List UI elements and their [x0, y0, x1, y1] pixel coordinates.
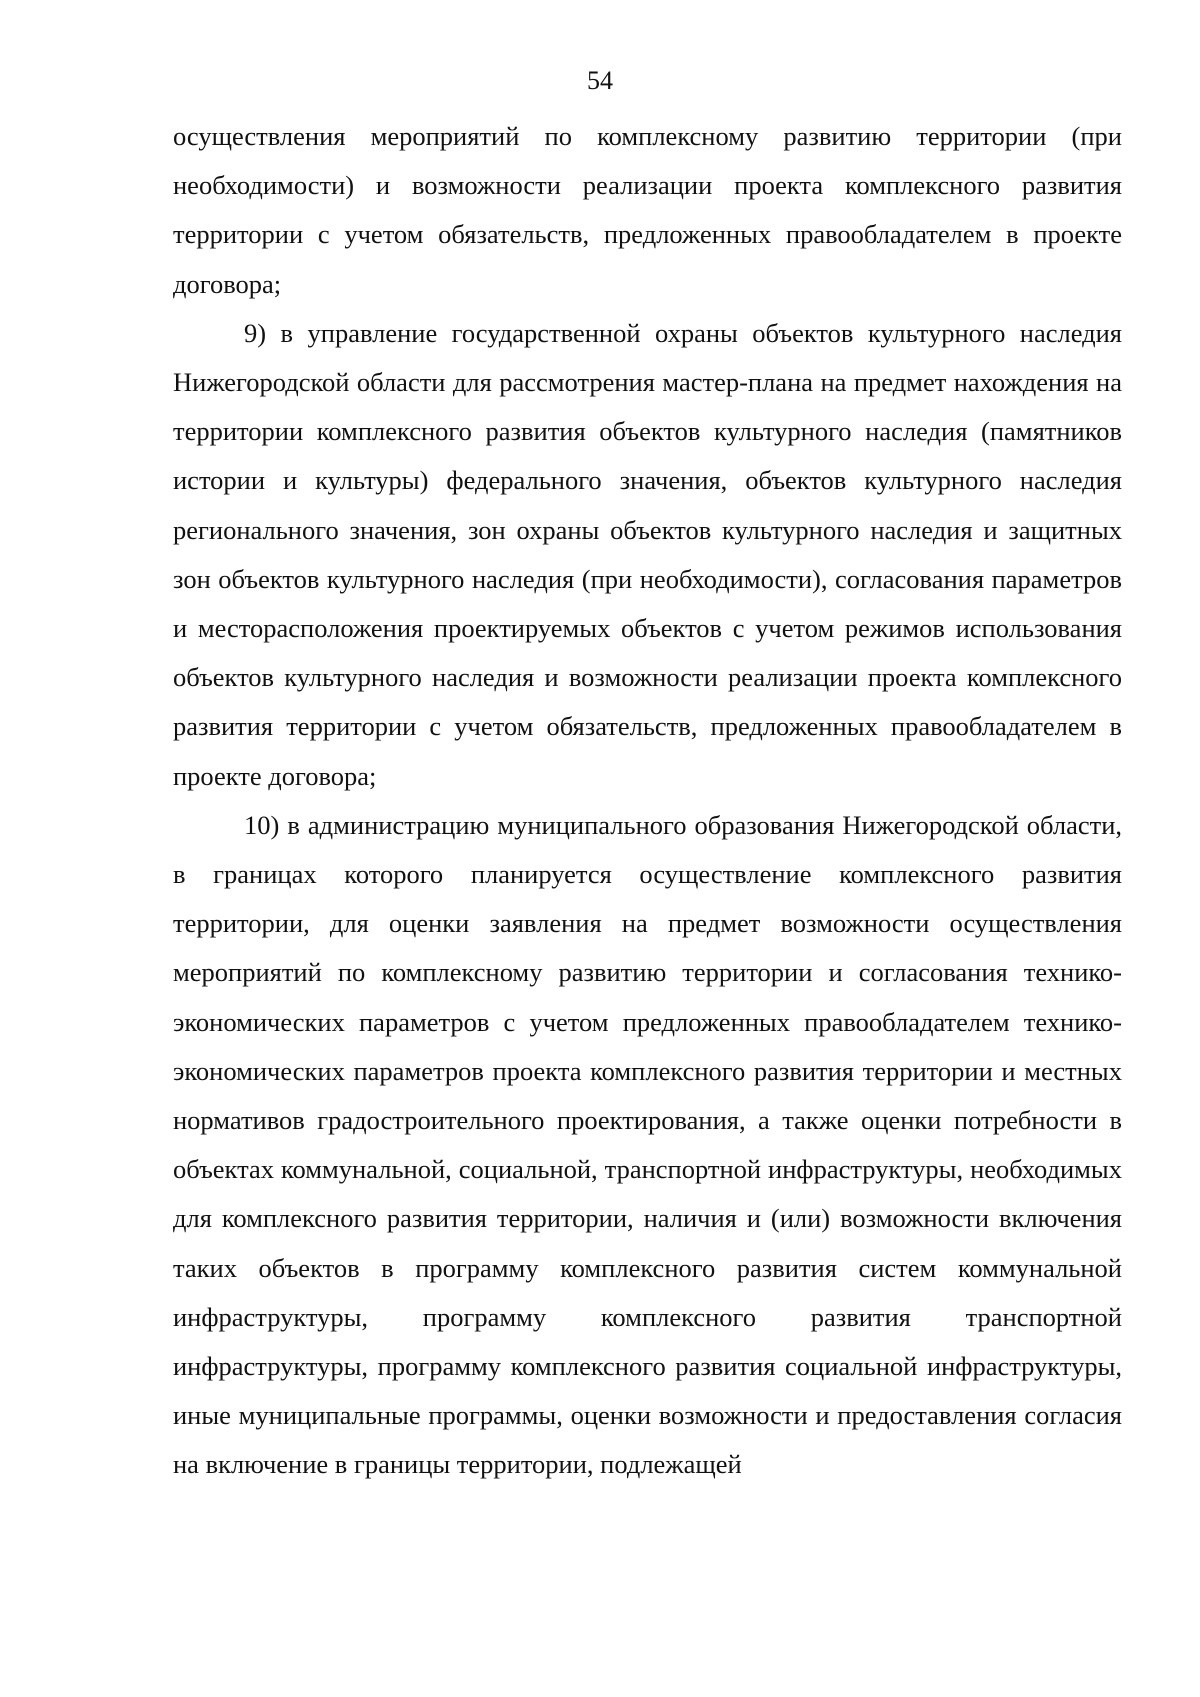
document-body [173, 112, 1122, 1490]
paragraph-continuation: осуществления мероприятий по комплексному развитию территории (при необходимости) и возможности реализации проекта комплексного развития территории с учетом обязательств, предложенных правообладателем в проекте договора; [173, 121, 1122, 299]
page-number: 54 [587, 66, 613, 95]
paragraph-item-10: 10) в администрацию муниципального образования Нижегородской области, в границах которого планируется осуществление комплексного развития территории, для оценки заявления на предмет возможности осуществления мероприятий по комплексному развитию территории и согласования технико-экономических параметров с учетом предложенных правообладателем технико-экономических параметров проекта комплексного развития территории и местных нормативов градостроительного проектирования, а также оценки потребности в объектах коммунальной, социальной, транспортной инфраструктуры, необходимых для комплексного развития территории, наличия и (или) возможности включения таких объектов в программу комплексного развития систем коммунальной инфраструктуры, программу комплексного развития транспортной инфраструктуры, программу комплексного развития социальной инфраструктуры, иные муниципальные программы, оценки возможности и предоставления согласия на включение в границы территории, подлежащей [173, 809, 1122, 1480]
paragraph-item-9: 9) в управление государственной охраны объектов культурного наследия Нижегородской области для рассмотрения мастер-плана на предмет нахождения на территории комплексного развития объектов культурного наследия (памятников истории и культуры) федерального значения, объектов культурного наследия регионального значения, зон охраны объектов культурного наследия и защитных зон объектов культурного наследия (при необходимости), согласования параметров и месторасположения проектируемых объектов с учетом режимов использования объектов культурного наследия и возможности реализации проекта комплексного развития территории с учетом обязательств, предложенных правообладателем в проекте договора; [173, 317, 1122, 791]
